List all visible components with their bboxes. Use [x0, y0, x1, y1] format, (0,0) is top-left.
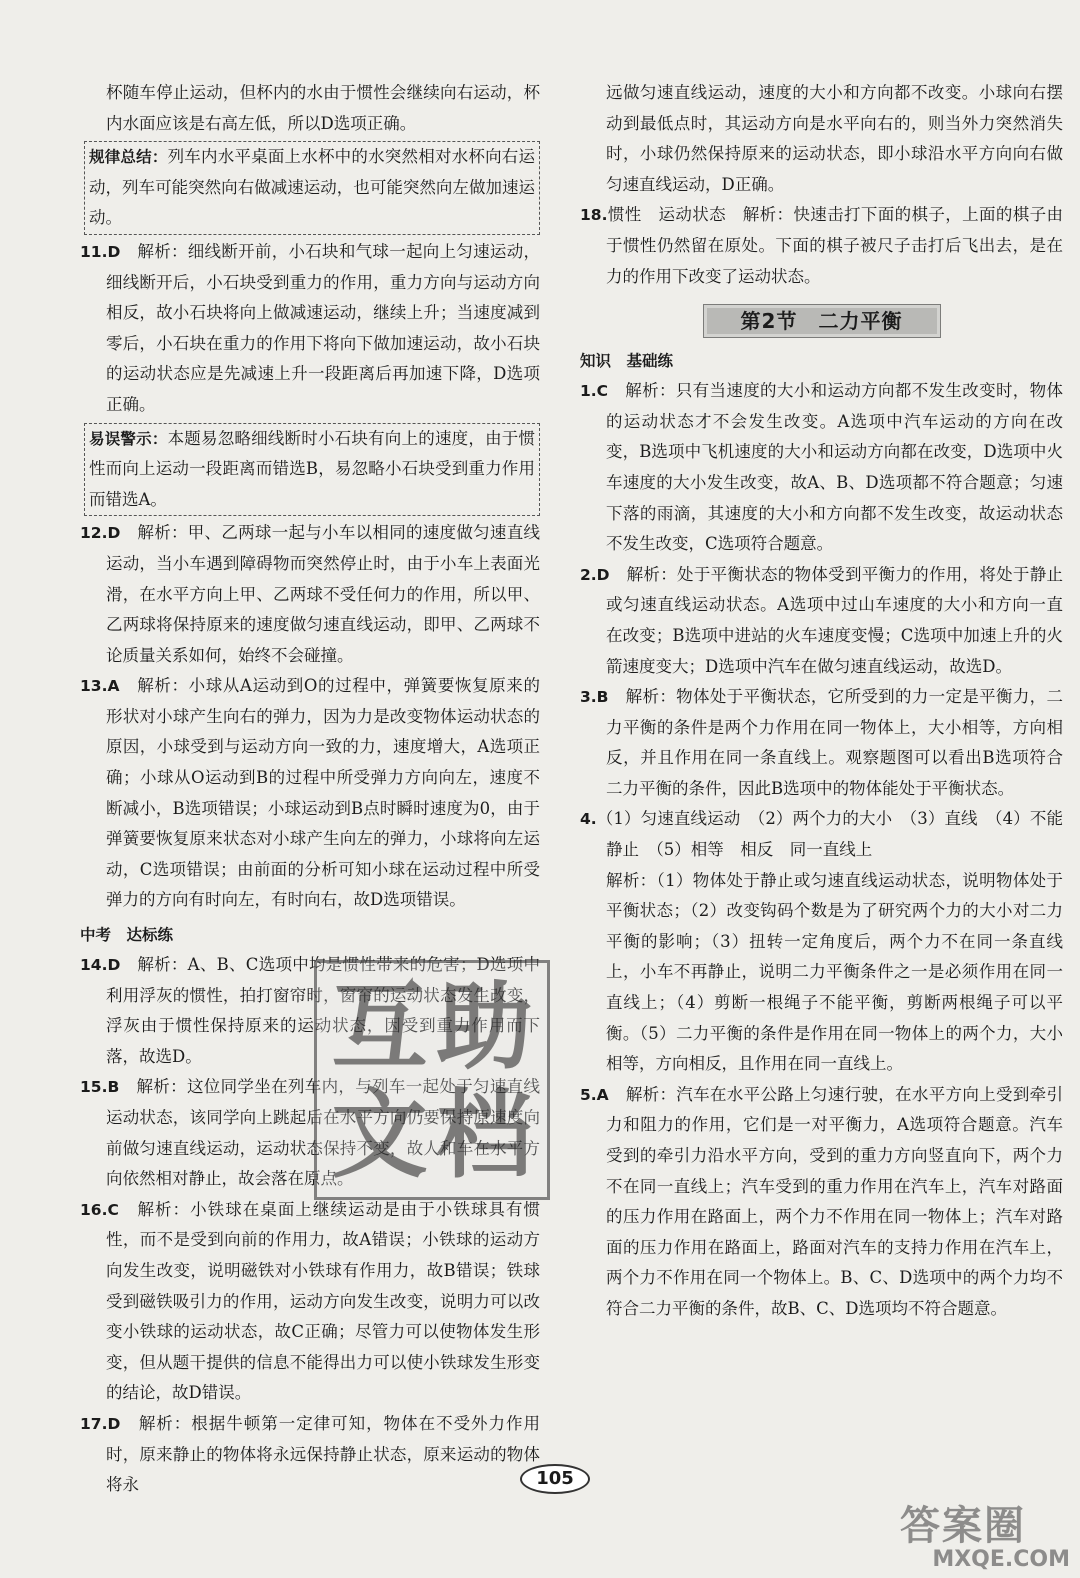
answer-number: 3.B — [580, 688, 609, 707]
answer-number: 16.C — [80, 1200, 119, 1219]
stamp-char: 文 — [331, 1079, 428, 1191]
watermark-stamp — [314, 960, 550, 1200]
answer-number: 14.D — [80, 956, 121, 975]
answer-text: 解析：这位同学坐在列车内，与列车一起处于匀速直线运动状态，该同学向上跳起后在水平方向仍要保持原速度向前做匀速直线运动，运动状态保持不变，故人和车在水平方向依然相对静止，故会落在原点。 — [106, 1077, 541, 1189]
answer-13 — [80, 671, 540, 916]
answer-text: 解析：甲、乙两球一起与小车以相同的速度做匀速直线运动，当小车遇到障碍物而突然停止时，由于小车上表面光滑，在水平方向上甲、乙两球不受任何力的作用，所以甲、乙两球将保持原来的速度做匀速直线运动，即甲、乙两球不论质量关系如何，始终不会碰撞。 — [106, 523, 541, 665]
answer-11 — [80, 237, 540, 421]
answer-3 — [580, 682, 1063, 804]
error-warning-box — [84, 423, 540, 517]
answer-2 — [580, 560, 1063, 682]
answer-text: 解析：只有当速度的大小和运动方向都不发生改变时，物体的运动状态才不会发生改变。A选项中汽车运动的方向在改变，B选项中飞机速度的大小和运动方向都在改变，D选项中火车速度的大小发生改变，故A、B、D选项都不符合题意；匀速下落的雨滴，其速度的大小和方向都不发生改变，故运动状态不发生改变，C选项符合题意。 — [606, 381, 1064, 554]
answer-text: 解析：物体处于平衡状态，它所受到的力一定是平衡力，二力平衡的条件是两个力作用在同一物体上，大小相等，方向相反，并且作用在同一条直线上。观察题图可以看出B选项符合二力平衡的条件，因此B选项中的物体能处于平衡状态。 — [606, 687, 1064, 798]
answer-number: 12.D — [80, 524, 121, 543]
rule-summary-box — [84, 141, 540, 235]
answer-text: 惯性 运动状态 解析：快速击打下面的棋子，上面的棋子由于惯性仍然留在原处。下面的棋子被尺子击打后飞出去，是在力的作用下改变了运动状态。 — [606, 205, 1063, 286]
answer-number: 1.C — [580, 382, 609, 401]
stamp-char: 互 — [331, 971, 428, 1083]
answer-fill: （1）匀速直线运动 （2）两个力的大小 （3）直线 （4）不能静止 （5）相等 相反 同一直线上 — [596, 809, 1063, 860]
q10-continuation: 杯随车停止运动，但杯内的水由于惯性会继续向右运动，杯内水面应该是右高左低，所以D选项正确。 — [106, 83, 540, 133]
answer-text: 解析：细线断开前，小石块和气球一起向上匀速运动，细线断开后，小石块受到重力的作用，重力方向与运动方向相反，故小石块将向上做减速运动，继续上升；当速度减到零后，小石块在重力的作用下将向下做加速运动，故小石块的运动状态应是先减速上升一段距离后再加速下降，D选项正确。 — [106, 241, 541, 414]
section-subheading: 知识 基础练 — [580, 352, 674, 371]
answer-number: 18. — [580, 206, 608, 225]
answer-number: 4. — [580, 810, 597, 829]
answer-18 — [580, 200, 1063, 292]
answer-5 — [580, 1080, 1063, 1325]
watermark-url: MXQE.COM — [932, 1547, 1070, 1572]
answer-12 — [80, 518, 540, 671]
answer-number: 2.D — [580, 565, 610, 584]
answer-text: 解析：小球从A运动到O的过程中，弹簧要恢复原来的形状对小球产生向右的弹力，因为力是改变物体运动状态的原因，小球受到与运动方向一致的力，速度增大，A选项正确；小球从O运动到B的过程中所受弹力方向向左，速度不断减小，B选项错误；小球运动到B点时瞬时速度为0，由于弹簧要恢复原来状态对小球产生向左的弹力，小球将向左运动，C选项错误；由前面的分析可知小球在运动过程中所受弹力的方向有时向左，有时向右，故D选项错误。 — [106, 676, 540, 910]
stamp-char: 助 — [436, 971, 533, 1083]
answer-text: 解析：处于平衡状态的物体受到平衡力的作用，将处于静止或匀速直线运动状态。A选项中过山车速度的大小和方向一直在改变；B选项中进站的火车速度变慢；C选项中加速上升的火箭速度变大；D选项中汽车在做匀速直线运动，故选D。 — [606, 564, 1064, 676]
note-text: 本题易忽略细线断时小石块有向上的速度，由于惯性而向上运动一段距离而错选B，易忽略小石块受到重力作用而错选A。 — [89, 428, 535, 509]
note-tag: 规律总结： — [89, 148, 168, 167]
note-text: 列车内水平桌面上水杯中的水突然相对水杯向右运动，列车可能突然向右做减速运动，也可能突然向左做加速运动。 — [89, 147, 535, 228]
stamp-char: 档 — [436, 1079, 533, 1191]
note-tag: 易误警示： — [89, 429, 168, 448]
answer-text: 解析：汽车在水平公路上匀速行驶，在水平方向上受到牵引力和阻力的作用，它们是一对平衡力，A选项符合题意。汽车受到的牵引力沿水平方向，受到的重力方向竖直向下，两个力不在同一直线上；汽车受到的重力作用在汽车上，汽车对路面的压力作用在路面上，两个力不作用在同一物体上；汽车对路面的压力作用在路面上，路面对汽车的支持力作用在汽车上，两个力不作用在同一个物体上。B、C、D选项中的两个力均不符合二力平衡的条件，故B、C、D选项均不符合题意。 — [606, 1084, 1064, 1318]
answer-number: 17.D — [80, 1414, 121, 1433]
answer-text: 解析：小铁球在桌面上继续运动是由于小铁球具有惯性，而不是受到向前的作用力，故A错误；小铁球的运动方向发生改变，说明磁铁对小铁球有作用力，故B错误；铁球受到磁铁吸引力的作用，运动方向发生改变，说明力可以改变小铁球的运动状态，故C正确；尽管力可以使物体发生形变，但从题干提供的信息不能得出力可以使小铁球发生形变的结论，故D错误。 — [106, 1199, 541, 1403]
answer-17 — [80, 1409, 540, 1501]
section-title-banner: 第2节 二力平衡 — [703, 304, 941, 338]
right-column — [580, 78, 1063, 1325]
answer-16 — [80, 1195, 540, 1409]
answer-number: 5.A — [580, 1085, 609, 1104]
left-column — [80, 78, 540, 1501]
answer-number: 13.A — [80, 677, 120, 696]
watermark-logo-text: 答案圈 — [900, 1503, 1026, 1549]
q17-continuation: 远做匀速直线运动，速度的大小和方向都不改变。小球向右摆动到最低点时，其运动方向是水平向右的，则当外力突然消失时，小球仍然保持原来的运动状态，即小球沿水平方向向右做匀速直线运动，D正确。 — [606, 83, 1063, 194]
answer-number: 11.D — [80, 242, 121, 261]
site-watermark — [900, 1494, 1070, 1574]
answer-4 — [580, 804, 1063, 865]
answer-text: 解析：根据牛顿第一定律可知，物体在不受外力作用时，原来静止的物体将永远保持静止状态，原来运动的物体将永 — [106, 1413, 541, 1495]
answer-text: 解析：A、B、C选项中均是惯性带来的危害；D选项中利用浮灰的惯性，拍打窗帘时，窗帘的运动状态发生改变，浮灰由于惯性保持原来的运动状态，因受到重力作用而下落，故选D。 — [106, 955, 540, 1066]
answer-number: 15.B — [80, 1078, 120, 1097]
answer-4-analysis: 解析：（1）物体处于静止或匀速直线运动状态，说明物体处于平衡状态；（2）改变钩码个数是为了研究两个力的大小对二力平衡的影响；（3）扭转一定角度后，两个力不在同一条直线上，小车不再静止，说明二力平衡条件之一是必须作用在同一直线上；（4）剪断一根绳子不能平衡，剪断两根绳子可以平衡。（5）二力平衡的条件是作用在同一物体上的两个力，大小相等，方向相反，且作用在同一直线上。 — [606, 870, 1063, 1074]
page-number: 105 — [520, 1464, 590, 1494]
section-subheading: 中考 达标练 — [80, 926, 174, 945]
answer-1 — [580, 376, 1063, 560]
